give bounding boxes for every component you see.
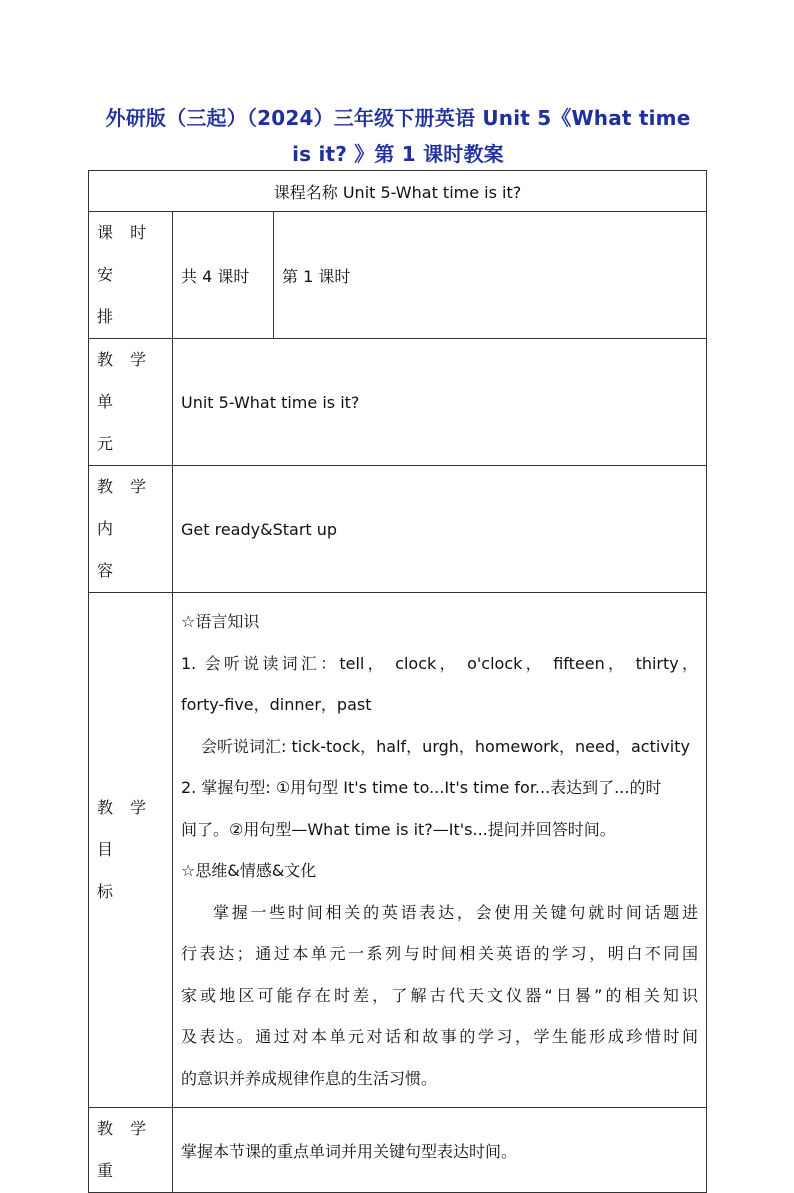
goals-line: 的意识并养成规律作息的生活习惯。 <box>181 1068 438 1088</box>
goals-line: 1. 会听说读词汇：tell， clock， o'clock， fifteen， thirty， <box>181 653 698 673</box>
course-name-cell: 课程名称 Unit 5-What time is it? <box>89 171 707 212</box>
document-title <box>88 100 708 172</box>
goals-line: forty-five，dinner，past <box>181 695 372 714</box>
content-value: Get ready&Start up <box>173 466 707 593</box>
content-label: 教 学 内 容 <box>89 466 173 593</box>
goals-line: 掌握一些时间相关的英语表达，会使用关键句就时间话题进 <box>213 902 698 922</box>
unit-label: 教 学 单 元 <box>89 339 173 466</box>
goals-line: 2. 掌握句型: ①用句型 It's time to...It's time for...表达到了...的时 <box>181 778 662 797</box>
goals-line: ☆思维&情感&文化 <box>181 861 317 880</box>
schedule-current: 第 1 课时 <box>274 212 707 339</box>
goals-line: 行表达；通过本单元一系列与时间相关英语的学习，明白不同国 <box>181 944 698 963</box>
goals-line: 家或地区可能存在时差，了解古代天文仪器“日晷”的相关知识 <box>181 985 698 1005</box>
goals-line: ☆语言知识 <box>181 612 260 631</box>
schedule-row <box>89 212 707 339</box>
goals-line: 间了。②用句型—What time is it?—It's...提问并回答时间。 <box>181 819 616 839</box>
schedule-label: 课 时 安 排 <box>89 212 173 339</box>
goals-line: 及表达。通过对本单元对话和故事的学习，学生能形成珍惜时间 <box>181 1027 698 1046</box>
title-line-2: is it? 》第 1 课时教案 <box>292 142 504 166</box>
course-name-row <box>89 171 707 212</box>
goals-content <box>173 593 707 1108</box>
focus-value: 掌握本节课的重点单词并用关键句型表达时间。 <box>173 1108 707 1193</box>
goals-row <box>89 593 707 1108</box>
focus-row <box>89 1108 707 1193</box>
goals-label: 教 学 目 标 <box>89 593 173 1108</box>
focus-label: 教 学 重 <box>89 1108 173 1193</box>
unit-value: Unit 5-What time is it? <box>173 339 707 466</box>
unit-row <box>89 339 707 466</box>
goals-line: 会听说词汇: tick-tock，half，urgh，homework，need，activity <box>201 736 690 756</box>
schedule-total: 共 4 课时 <box>173 212 274 339</box>
content-row <box>89 466 707 593</box>
lesson-plan-table <box>88 170 707 1193</box>
title-line-1: 外研版（三起）（2024）三年级下册英语 Unit 5《What time <box>105 106 691 130</box>
